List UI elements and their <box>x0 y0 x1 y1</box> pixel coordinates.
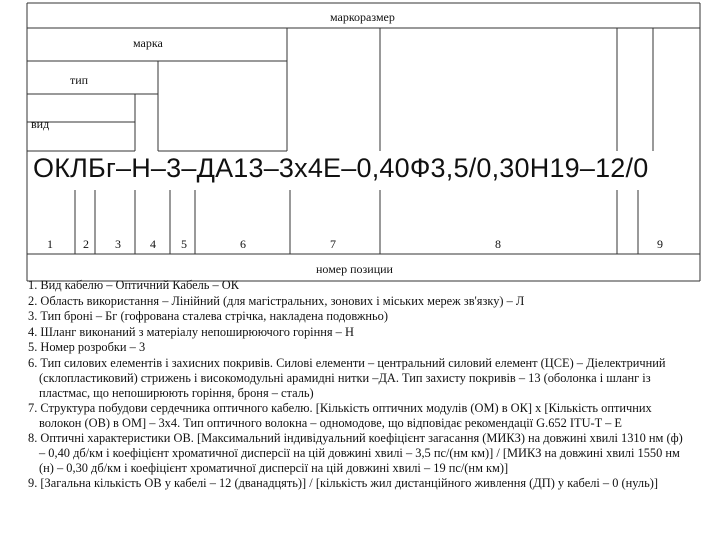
legend-item-6: 6. Тип силових елементів і захисних покривів. Силові елементи – центральний силовий елемент (ЦСЕ) – Діелектричний (склопластиковий) стрижень і високомодульні арамидні нитки –ДА. Тип захисту покривів – 13 (оболонка і шланг із пластмас, що непоширюють горіння, броня – сталь) <box>28 355 666 400</box>
label-markorazmer: маркоразмер <box>330 10 395 24</box>
position-number-2: 2 <box>83 237 89 251</box>
position-number-3: 3 <box>115 237 121 251</box>
position-number-6: 6 <box>240 237 246 251</box>
label-marka: марка <box>133 36 163 50</box>
legend-list <box>28 278 690 491</box>
legend-item-9: 9. [Загальна кількість ОВ у кабелі – 12 (дванадцять)] / [кількість жил дистанційного живлення (ДП) у кабелі – 0 (нуль)] <box>28 475 659 490</box>
label-vyd: вид <box>31 117 50 131</box>
position-number-5: 5 <box>181 237 187 251</box>
legend-item-1: 1. Вид кабелю – Оптичний Кабель – ОК <box>28 278 240 292</box>
legend-item-3: 3. Тип броні – Бг (гофрована сталева стрічка, накладена подовжньо) <box>28 309 388 324</box>
label-position: номер позиции <box>316 262 393 276</box>
position-number-9: 9 <box>657 237 663 251</box>
position-number-4: 4 <box>150 237 156 251</box>
legend-item-8: 8. Оптичні характеристики ОВ. [Максимальний індивідуальний коефіцієнт загасання (МИКЗ) на довжині хвилі 1310 нм (ф) – 0,40 дб/км і коефіцієнт хроматичної дисперсії на цій довжині хвилі – 3,5 пс/(нм км)] / [МИКЗ на довжині хвилі 1550 нм (н) – 0,30 дб/км і коефіцієнт хроматичної дисперсії на цій довжині хвилі – 19 пс/(нм км)] <box>28 430 683 475</box>
position-number-1: 1 <box>47 237 53 251</box>
position-number-7: 7 <box>330 237 336 251</box>
legend-item-2: 2. Область використання – Лінійний (для магістральних, зонових і міських мереж зв'язку) – Л <box>28 293 525 308</box>
cable-code: ОКЛБг–Н–3–ДА13–3х4Е–0,40Ф3,5/0,30Н19–12/0 <box>33 153 649 183</box>
legend-item-4: 4. Шланг виконаний з матеріалу непоширюючого горіння – Н <box>28 324 354 339</box>
label-typ: тип <box>70 73 89 87</box>
legend-item-5: 5. Номер розробки – 3 <box>28 340 146 355</box>
legend-item-7: 7. Структура побудови сердечника оптичного кабелю. [Кількість оптичних модулів (ОМ) в ОК] х [Кількість оптичних волокон (ОВ) в ОМ] – 3х4. Тип оптичного волокна – одномодове, що відповідає рекомендації G.652 ITU-T – Е <box>28 400 652 430</box>
position-number-8: 8 <box>495 237 501 251</box>
